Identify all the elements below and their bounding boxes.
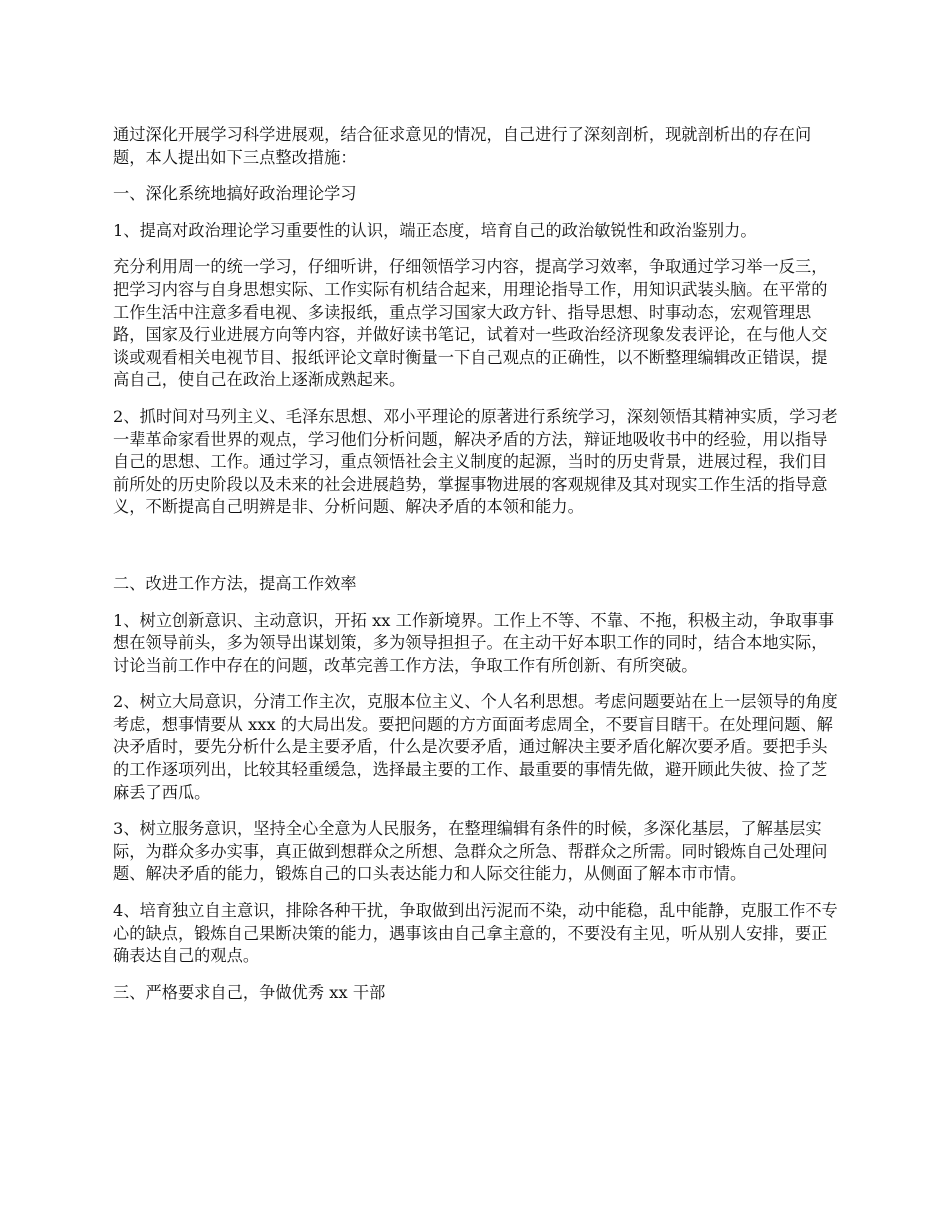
section-heading-2: 二、改进工作方法，提高工作效率 [113, 573, 357, 593]
document-body [113, 124, 839, 1018]
section-2-item-4: 4、培育独立自主意识，排除各种干扰，争取做到出污泥而不染，动中能稳，乱中能静，克服工作不专心的缺点，锻炼自己果断决策的能力，遇事该由自己拿主意的，不要没有主见，听从别人安排，要正确表达自己的观点。 [113, 901, 838, 966]
section-1-item-2: 2、抓时间对马列主义、毛泽东思想、邓小平理论的原著进行系统学习，深刻领悟其精神实质，学习老一辈革命家看世界的观点，学习他们分析问题，解决矛盾的方法，辩证地吸收书中的经验，用以指导自己的思想、工作。通过学习，重点领悟社会主义制度的起源，当时的历史背景，进展过程，我们目前所处的历史阶段以及未来的社会进展趋势，掌握事物进展的客观规律及其对现实工作生活的指导意义，不断提高自己明辨是非、分析问题、解决矛盾的本领和能力。 [113, 406, 838, 517]
intro-paragraph: 通过深化开展学习科学进展观，结合征求意见的情况，自己进行了深刻剖析，现就剖析出的存在问题，本人提出如下三点整改措施： [113, 125, 812, 167]
section-1-item-1-body: 充分利用周一的统一学习，仔细听讲，仔细领悟学习内容，提高学习效率，争取通过学习举一反三，把学习内容与自身思想实际、工作实际有机结合起来，用理论指导工作，用知识武装头脑。在平常的工作生活中注意多看电视、多读报纸，重点学习国家大政方针、指导思想、时事动态，宏观管理思路，国家及行业进展方向等内容，并做好读书笔记，试着对一些政治经济现象发表评论，在与他人交谈或观看相关电视节目、报纸评论文章时衡量一下自己观点的正确性，以不断整理编辑改正错误，提高自己，使自己在政治上逐渐成熟起来。 [113, 257, 828, 390]
section-2-item-1: 1、树立创新意识、主动意识，开拓 xx 工作新境界。工作上不等、不靠、不拖，积极主动，争取事事想在领导前头，多为领导出谋划策，多为领导担担子。在主动干好本职工作的同时，结合本地实际，讨论当前工作中存在的问题，改革完善工作方法，争取工作有所创新、有所突破。 [113, 610, 835, 675]
section-2-item-2: 2、树立大局意识，分清工作主次，克服本位主义、个人名利思想。考虑问题要站在上一层领导的角度考虑，想事情要从 xxx 的大局出发。要把问题的方方面面考虑周全，不要盲目瞎干。在处理问题、解决矛盾时，要先分析什么是主要矛盾，什么是次要矛盾，通过解决主要矛盾化解次要矛盾。要把手头的工作逐项列出，比较其轻重缓急，选择最主要的工作、最重要的事情先做，避开顾此失彼、捡了芝麻丢了西瓜。 [113, 692, 838, 802]
section-heading-1: 一、深化系统地搞好政治理论学习 [113, 184, 357, 204]
section-1-item-1-heading: 1、提高对政治理论学习重要性的认识，端正态度，培育自己的政治敏锐性和政治鉴别力。 [113, 220, 757, 240]
section-2-item-3: 3、树立服务意识，坚持全心全意为人民服务，在整理编辑有条件的时候，多深化基层，了解基层实际，为群众多办实事，真正做到想群众之所想、急群众之所急、帮群众之所需。同时锻炼自己处理问题、解决矛盾的能力，锻炼自己的口头表达能力和人际交往能力，从侧面了解本市市情。 [113, 819, 828, 884]
section-gap [113, 533, 839, 573]
section-heading-3: 三、严格要求自己，争做优秀 xx 干部 [113, 982, 386, 1002]
